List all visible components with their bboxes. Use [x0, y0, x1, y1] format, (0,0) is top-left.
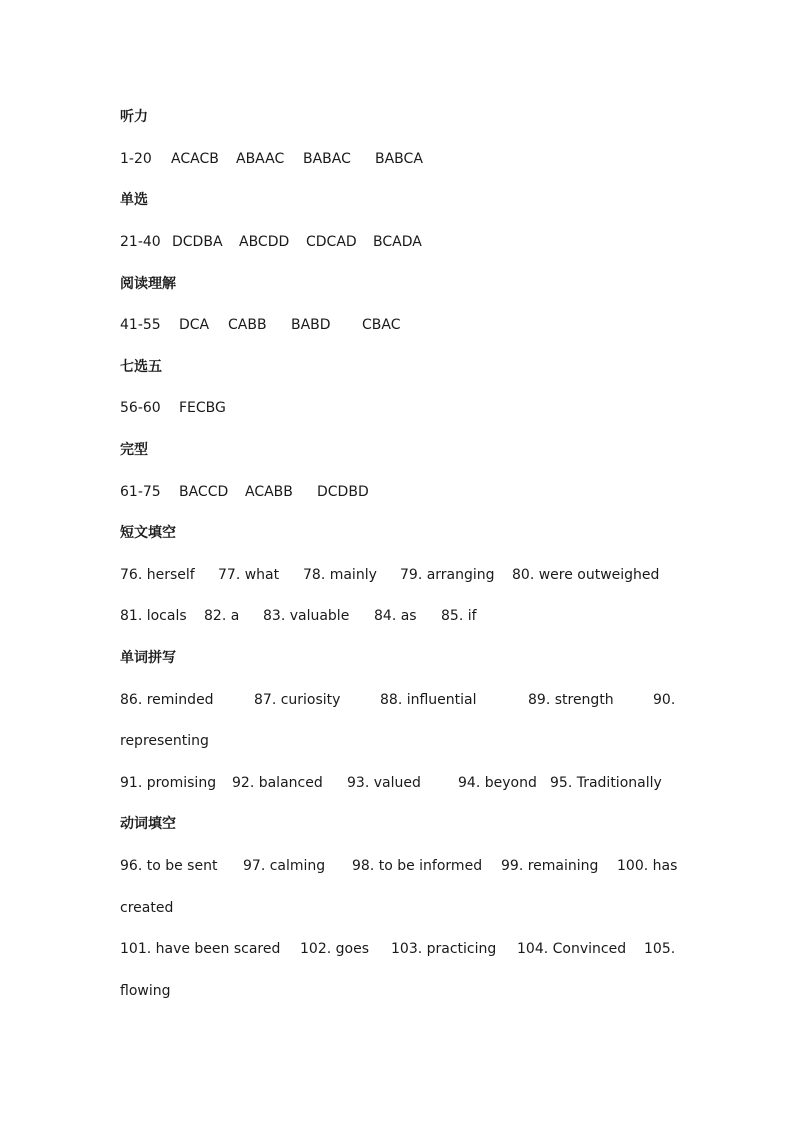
answer-range: 61-75 [120, 484, 161, 500]
answer-item: 79. arranging [400, 567, 495, 583]
section-heading-reading: 阅读理解 [120, 276, 176, 292]
answer-group: ABCDD [239, 234, 290, 250]
answer-group: DCDBD [317, 484, 369, 500]
answer-group: FECBG [179, 400, 226, 416]
section-heading-passage-fill: 短文填空 [120, 525, 176, 541]
answer-item: 99. remaining [501, 858, 599, 874]
answer-item: 76. herself [120, 567, 195, 583]
answer-item: 90. [653, 692, 676, 708]
answer-group: ABAAC [236, 151, 285, 167]
answer-item: 92. balanced [232, 775, 323, 791]
section-heading-single-choice: 单选 [120, 192, 148, 208]
answer-item: 94. beyond [458, 775, 537, 791]
answer-item: 81. locals [120, 608, 187, 624]
answer-group: BABD [291, 317, 331, 333]
answer-item: 93. valued [347, 775, 421, 791]
answer-item: 101. have been scared [120, 941, 281, 957]
answer-group: BABAC [303, 151, 351, 167]
answer-item: 84. as [374, 608, 417, 624]
answer-group: BACCD [179, 484, 229, 500]
answer-group: CABB [228, 317, 267, 333]
answer-range: 41-55 [120, 317, 161, 333]
section-heading-verb-fill: 动词填空 [120, 816, 176, 832]
answer-range: 56-60 [120, 400, 161, 416]
answer-item: 86. reminded [120, 692, 214, 708]
answer-group: CDCAD [306, 234, 357, 250]
answer-item: 100. has [617, 858, 678, 874]
answer-item: 91. promising [120, 775, 217, 791]
answer-item: 105. [644, 941, 676, 957]
answer-item: 98. to be informed [352, 858, 483, 874]
answer-item: 102. goes [300, 941, 369, 957]
answer-item: 89. strength [528, 692, 614, 708]
answer-item: 82. a [204, 608, 240, 624]
answer-range: 1-20 [120, 151, 152, 167]
section-heading-cloze: 完型 [120, 442, 148, 458]
answer-item: 103. practicing [391, 941, 497, 957]
answer-item: 83. valuable [263, 608, 350, 624]
answer-group: BCADA [373, 234, 422, 250]
answer-row-spelling-1-cont: representing [120, 733, 209, 749]
answer-item: 78. mainly [303, 567, 377, 583]
answer-group: BABCA [375, 151, 423, 167]
answer-item: 85. if [441, 608, 477, 624]
answer-group: CBAC [362, 317, 401, 333]
answer-group: DCA [179, 317, 210, 333]
answer-item: 77. what [218, 567, 280, 583]
answer-item: 88. influential [380, 692, 477, 708]
answer-item: 96. to be sent [120, 858, 218, 874]
section-heading-listening: 听力 [120, 109, 148, 125]
answer-group: ACABB [245, 484, 293, 500]
answer-group: DCDBA [172, 234, 223, 250]
section-heading-spelling: 单词拼写 [120, 650, 176, 666]
answer-range: 21-40 [120, 234, 161, 250]
answer-group: ACACB [171, 151, 219, 167]
answer-item: 95. Traditionally [550, 775, 662, 791]
answer-item: 104. Convinced [517, 941, 627, 957]
answer-item: 80. were outweighed [512, 567, 660, 583]
answer-row-verb-fill-2-cont: flowing [120, 983, 171, 999]
answer-item: 87. curiosity [254, 692, 341, 708]
answer-row-verb-fill-1-cont: created [120, 900, 174, 916]
answer-item: 97. calming [243, 858, 326, 874]
section-heading-seven-five: 七选五 [120, 359, 162, 375]
